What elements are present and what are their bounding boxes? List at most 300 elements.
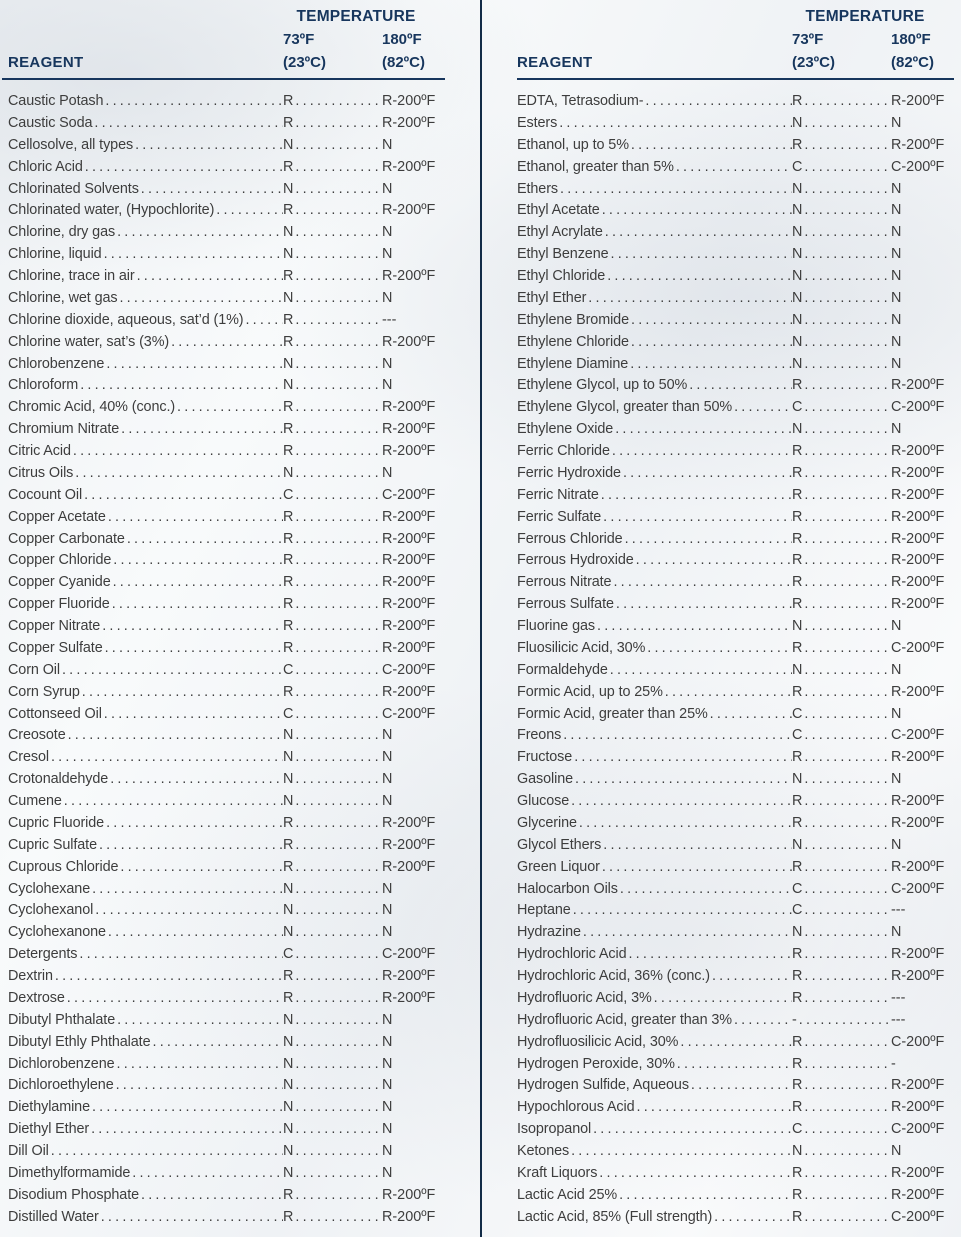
dot-leader xyxy=(802,222,891,244)
table-row xyxy=(8,91,445,113)
dot-leader xyxy=(243,310,283,332)
rating-73f: N xyxy=(283,1011,294,1028)
table-row xyxy=(517,638,954,660)
table-row xyxy=(8,660,445,682)
rating-180f: N xyxy=(891,268,902,284)
rating-73f: N xyxy=(283,1055,294,1072)
rating-73f-cell xyxy=(792,857,891,879)
table-row xyxy=(517,857,954,879)
rating-73f: N xyxy=(792,836,803,853)
dot-leader xyxy=(802,310,891,332)
reagent-name: Chlorine dioxide, aqueous, sat’d (1%) xyxy=(8,311,244,328)
rating-73f-cell xyxy=(283,244,382,266)
rating-73f: R xyxy=(283,333,294,350)
rating-180f: R-200ºF xyxy=(891,552,945,569)
reagent-name: Copper Sulfate xyxy=(8,639,103,656)
rating-180f: R-200ºF xyxy=(891,93,945,109)
dot-leader xyxy=(626,944,792,966)
reagent-name: Hypochlorous Acid xyxy=(517,1099,635,1116)
dot-leader xyxy=(293,157,382,179)
dot-leader xyxy=(97,835,283,857)
rating-73f-cell xyxy=(792,1207,891,1229)
reagent-name: Chlorine, dry gas xyxy=(8,224,116,241)
dot-leader xyxy=(293,244,382,266)
reagent-name: Detergents xyxy=(8,946,78,963)
rating-180f: R-200ºF xyxy=(382,618,436,634)
rating-73f: N xyxy=(283,289,294,306)
rating-73f-cell xyxy=(792,179,891,201)
rating-73f-cell xyxy=(283,529,382,551)
rating-73f: R xyxy=(792,552,803,569)
dot-leader xyxy=(601,507,792,529)
rating-73f: R xyxy=(283,1208,294,1225)
dot-leader xyxy=(595,616,792,638)
rating-73f: R xyxy=(792,814,803,831)
rating-180f: R-200ºF xyxy=(891,968,945,984)
rating-180f: N xyxy=(891,289,902,306)
rating-180f: R-200ºF xyxy=(891,486,945,503)
rating-73f: C xyxy=(792,399,803,416)
table-row xyxy=(8,1032,445,1054)
dot-leader xyxy=(802,1054,891,1076)
rating-180f: R-200ºF xyxy=(382,1208,436,1225)
dot-leader xyxy=(73,463,283,485)
table-row xyxy=(517,332,954,354)
rating-73f: R xyxy=(283,683,294,700)
table-row xyxy=(517,835,954,857)
rating-180f: N xyxy=(891,202,902,219)
dot-leader xyxy=(635,1097,793,1119)
rating-73f: N xyxy=(283,1033,294,1050)
table-row xyxy=(8,222,445,244)
dot-leader xyxy=(49,1141,283,1163)
rating-73f: R xyxy=(283,618,294,634)
dot-leader xyxy=(125,529,283,551)
table-row xyxy=(8,179,445,201)
table-row xyxy=(8,813,445,835)
table-row xyxy=(517,1075,954,1097)
table-row xyxy=(8,135,445,157)
dot-leader xyxy=(293,988,382,1010)
table-row xyxy=(517,354,954,376)
table-row xyxy=(8,572,445,594)
dot-leader xyxy=(139,179,283,201)
rating-73f-cell xyxy=(283,857,382,879)
dot-leader xyxy=(293,135,382,157)
reagent-name: Dibutyl Phthalate xyxy=(8,1011,116,1028)
reagent-name: Fructose xyxy=(517,749,573,766)
reagent-name: Ferrous Hydroxide xyxy=(517,552,634,569)
rating-73f-cell xyxy=(792,966,891,988)
temp-73f-heading: 73ºF xyxy=(792,31,824,48)
dot-leader xyxy=(293,966,382,988)
rating-73f-cell xyxy=(792,288,891,310)
dot-leader xyxy=(293,638,382,660)
rating-73f: N xyxy=(283,880,294,897)
reagent-name: Hydrochloric Acid, 36% (conc.) xyxy=(517,968,710,984)
rating-73f-cell xyxy=(792,1032,891,1054)
rating-180f: R-200ºF xyxy=(891,596,945,613)
temp-73f-heading: 73ºF xyxy=(283,31,315,48)
table-row xyxy=(517,485,954,507)
dot-leader xyxy=(600,200,792,222)
rating-73f: N xyxy=(283,136,294,153)
rating-180f: R-200ºF xyxy=(891,946,945,963)
dot-leader xyxy=(605,266,792,288)
table-row xyxy=(517,682,954,704)
dot-leader xyxy=(293,441,382,463)
dot-leader xyxy=(293,879,382,901)
table-row xyxy=(517,1054,954,1076)
rating-73f-cell xyxy=(283,1207,382,1229)
dot-leader xyxy=(77,944,283,966)
dot-leader xyxy=(797,1010,891,1032)
reagent-name: Ethylene Diamine xyxy=(517,355,629,372)
rating-73f: R xyxy=(283,836,294,853)
rating-180f: N xyxy=(891,355,902,372)
dot-leader xyxy=(71,441,283,463)
dot-leader xyxy=(293,791,382,813)
dot-leader xyxy=(802,791,891,813)
dot-leader xyxy=(675,1054,792,1076)
rating-73f-cell xyxy=(283,704,382,726)
table-row xyxy=(517,529,954,551)
reagent-name: Cellosolve, all types xyxy=(8,136,134,153)
rating-73f-cell xyxy=(792,397,891,419)
rating-73f-cell xyxy=(792,441,891,463)
reagent-name: Formaldehyde xyxy=(517,661,608,678)
rating-73f-cell xyxy=(792,1185,891,1207)
dot-leader xyxy=(802,266,891,288)
rating-73f-cell xyxy=(792,1097,891,1119)
rating-73f-cell xyxy=(283,397,382,419)
rating-180f: R-200ºF xyxy=(382,114,436,131)
rating-180f: R-200ºF xyxy=(382,574,436,591)
table-row xyxy=(8,310,445,332)
dot-leader xyxy=(674,157,792,179)
rating-180f: R-200ºF xyxy=(891,1077,945,1094)
table-row xyxy=(8,857,445,879)
rating-180f: N xyxy=(891,661,902,678)
dot-leader xyxy=(214,200,283,222)
reagent-name: Chloric Acid xyxy=(8,158,83,175)
rating-180f: R-200ºF xyxy=(382,158,436,175)
rating-180f: C-200ºF xyxy=(891,727,945,744)
rating-73f: N xyxy=(792,355,803,372)
dot-leader xyxy=(106,507,283,529)
rating-180f: N xyxy=(891,421,902,438)
rating-73f-cell xyxy=(283,835,382,857)
rating-73f-cell xyxy=(283,222,382,244)
dot-leader xyxy=(293,1163,382,1185)
dot-leader xyxy=(93,900,283,922)
dot-leader xyxy=(628,354,792,376)
reagent-name: Ethanol, up to 5% xyxy=(517,136,629,153)
dot-leader xyxy=(710,966,792,988)
reagent-name: Glycerine xyxy=(517,814,577,831)
dot-leader xyxy=(601,835,792,857)
dot-leader xyxy=(293,704,382,726)
dot-leader xyxy=(591,1119,792,1141)
rating-73f: N xyxy=(792,202,803,219)
table-row xyxy=(8,682,445,704)
rating-180f: --- xyxy=(891,1011,906,1028)
reagent-name: Ethanol, greater than 5% xyxy=(517,158,674,175)
rating-180f: N xyxy=(891,224,902,241)
rating-73f: R xyxy=(792,793,803,809)
rating-180f: R-200ºF xyxy=(382,399,436,416)
reagent-name: Crotonaldehyde xyxy=(8,771,109,788)
dot-leader xyxy=(293,813,382,835)
reagent-name: Copper Chloride xyxy=(8,552,112,569)
dot-leader xyxy=(802,988,891,1010)
rating-73f: N xyxy=(792,224,803,241)
dot-leader xyxy=(643,91,792,113)
rating-73f: N xyxy=(283,1077,294,1094)
rating-180f: N xyxy=(891,333,902,350)
dot-leader xyxy=(108,769,283,791)
rating-180f: N xyxy=(891,618,902,634)
rating-73f-cell xyxy=(283,791,382,813)
dot-leader xyxy=(569,1141,792,1163)
reagent-name: Hydrogen Peroxide, 30% xyxy=(517,1055,675,1072)
reagent-heading: REAGENT xyxy=(517,54,593,71)
rating-180f: C-200ºF xyxy=(891,1121,945,1138)
dot-leader xyxy=(573,769,792,791)
rating-180f: R-200ºF xyxy=(891,508,945,525)
dot-leader xyxy=(104,813,283,835)
rating-180f: N xyxy=(382,1099,393,1116)
rating-73f: R xyxy=(792,464,803,481)
dot-leader xyxy=(599,485,792,507)
rating-180f: N xyxy=(382,1055,393,1072)
rating-180f: N xyxy=(382,1164,393,1181)
rating-73f: R xyxy=(283,268,294,284)
rating-73f: R xyxy=(283,596,294,613)
dot-leader xyxy=(111,572,283,594)
rating-73f-cell xyxy=(283,922,382,944)
dot-leader xyxy=(629,332,792,354)
rating-73f: R xyxy=(792,136,803,153)
reagent-name: Lactic Acid, 85% (Full strength) xyxy=(517,1208,713,1225)
dot-leader xyxy=(293,419,382,441)
rating-180f: R-200ºF xyxy=(382,1186,436,1203)
table-row xyxy=(517,1185,954,1207)
rating-73f-cell xyxy=(792,485,891,507)
rating-73f-cell xyxy=(792,266,891,288)
table-row xyxy=(517,616,954,638)
rating-73f-cell xyxy=(792,419,891,441)
rating-180f: R-200ºF xyxy=(382,968,436,984)
rating-73f: N xyxy=(283,355,294,372)
reagent-name: Disodium Phosphate xyxy=(8,1186,139,1203)
dot-leader xyxy=(689,1075,792,1097)
rating-180f: N xyxy=(382,749,393,766)
rating-180f: C-200ºF xyxy=(891,1033,945,1050)
rating-73f-cell xyxy=(792,200,891,222)
table-row xyxy=(517,572,954,594)
dot-leader xyxy=(802,354,891,376)
table-row xyxy=(8,1119,445,1141)
table-row xyxy=(517,244,954,266)
rating-180f: N xyxy=(382,1011,393,1028)
reagent-name: Hydrochloric Acid xyxy=(517,946,627,963)
reagent-table-left xyxy=(8,0,445,1225)
rating-73f-cell xyxy=(792,1054,891,1076)
reagent-name: Kraft Liquors xyxy=(517,1164,598,1181)
reagent-name: Caustic Potash xyxy=(8,93,104,109)
dot-leader xyxy=(293,397,382,419)
header-rule xyxy=(517,78,954,80)
rating-73f: N xyxy=(283,1099,294,1116)
reagent-name: Glycol Ethers xyxy=(517,836,602,853)
rating-73f-cell xyxy=(283,966,382,988)
dot-leader xyxy=(802,157,891,179)
rating-180f: R-200ºF xyxy=(382,552,436,569)
dot-leader xyxy=(293,682,382,704)
reagent-name: Dichloroethylene xyxy=(8,1077,114,1094)
dot-leader xyxy=(293,529,382,551)
rating-180f: R-200ºF xyxy=(382,858,436,875)
table-row xyxy=(517,200,954,222)
dot-leader xyxy=(169,332,283,354)
dot-leader xyxy=(572,747,792,769)
rating-180f: R-200ºF xyxy=(891,814,945,831)
rating-73f: N xyxy=(283,1143,294,1159)
rating-73f: N xyxy=(792,924,803,941)
reagent-name: Cupric Fluoride xyxy=(8,814,105,831)
dot-leader xyxy=(634,550,792,572)
rating-73f-cell xyxy=(283,747,382,769)
rating-73f-cell xyxy=(792,1010,891,1032)
table-row xyxy=(8,485,445,507)
table-row xyxy=(8,288,445,310)
rating-73f-cell xyxy=(283,310,382,332)
reagent-name: Diethylamine xyxy=(8,1099,90,1116)
reagent-name: Dextrin xyxy=(8,968,53,984)
dot-leader xyxy=(629,135,792,157)
dot-leader xyxy=(135,266,283,288)
rating-73f-cell xyxy=(283,725,382,747)
table-row xyxy=(517,1141,954,1163)
reagent-name: EDTA, Tetrasodium- xyxy=(517,93,644,109)
reagent-name: Formic Acid, greater than 25% xyxy=(517,705,708,722)
rating-180f: R-200ºF xyxy=(891,136,945,153)
rating-73f-cell xyxy=(283,572,382,594)
dot-leader xyxy=(90,1097,283,1119)
dot-leader xyxy=(802,835,891,857)
rating-73f-cell xyxy=(283,1163,382,1185)
table-row xyxy=(8,791,445,813)
table-row xyxy=(8,507,445,529)
rating-73f-cell xyxy=(283,157,382,179)
table-row xyxy=(517,879,954,901)
rating-180f: --- xyxy=(891,989,906,1006)
rating-180f: R-200ºF xyxy=(382,639,436,656)
rating-180f: R-200ºF xyxy=(382,508,436,525)
dot-leader xyxy=(118,857,283,879)
rating-73f-cell xyxy=(283,1032,382,1054)
reagent-name: Citric Acid xyxy=(8,443,71,459)
rating-180f: N xyxy=(382,246,393,263)
rating-73f-cell xyxy=(792,725,891,747)
header-rule xyxy=(2,78,445,80)
reagent-name: Copper Nitrate xyxy=(8,618,101,634)
rating-73f: N xyxy=(283,924,294,941)
table-row xyxy=(8,835,445,857)
dot-leader xyxy=(82,485,283,507)
reagent-name: Chromium Nitrate xyxy=(8,421,120,438)
dot-leader xyxy=(293,179,382,201)
rating-180f: R-200ºF xyxy=(382,93,436,109)
dot-leader xyxy=(802,244,891,266)
table-row xyxy=(517,441,954,463)
reagent-name: Dextrose xyxy=(8,989,65,1006)
table-row xyxy=(517,900,954,922)
dot-leader xyxy=(117,288,283,310)
rating-73f-cell xyxy=(792,1119,891,1141)
rating-73f: N xyxy=(283,902,294,919)
table-row xyxy=(8,1054,445,1076)
rating-73f: R xyxy=(283,443,294,459)
table-row xyxy=(517,310,954,332)
rating-180f: N xyxy=(382,224,393,241)
table-row xyxy=(517,747,954,769)
rating-73f: R xyxy=(792,1164,803,1181)
dot-leader xyxy=(802,966,891,988)
rating-73f: R xyxy=(792,1055,803,1072)
rating-180f: R-200ºF xyxy=(891,530,945,547)
rating-73f-cell xyxy=(792,682,891,704)
dot-leader xyxy=(613,419,792,441)
rating-73f: R xyxy=(283,508,294,525)
reagent-name: Heptane xyxy=(517,902,571,919)
rating-73f: N xyxy=(283,180,294,197)
reagent-name: Ferrous Nitrate xyxy=(517,574,612,591)
dot-leader xyxy=(175,397,283,419)
reagent-name: Diethyl Ether xyxy=(8,1121,90,1138)
rating-73f: R xyxy=(792,1077,803,1094)
table-header-right xyxy=(517,0,954,92)
dot-leader xyxy=(115,1010,283,1032)
rating-73f-cell xyxy=(283,135,382,157)
rating-73f: R xyxy=(792,443,803,459)
dot-leader xyxy=(621,463,792,485)
rating-180f: N xyxy=(382,136,393,153)
dot-leader xyxy=(802,463,891,485)
rating-180f: N xyxy=(382,771,393,788)
reagent-name: Ferric Chloride xyxy=(517,443,610,459)
rating-73f-cell xyxy=(283,660,382,682)
rating-73f: N xyxy=(792,661,803,678)
reagent-name: Ethyl Acetate xyxy=(517,202,600,219)
dot-leader xyxy=(802,1032,891,1054)
reagent-name: Fluosilicic Acid, 30% xyxy=(517,639,646,656)
reagent-name: Halocarbon Oils xyxy=(517,880,618,897)
dot-leader xyxy=(49,747,283,769)
rating-73f: N xyxy=(283,464,294,481)
dot-leader xyxy=(802,332,891,354)
rating-73f: R xyxy=(792,1208,803,1225)
dot-leader xyxy=(597,1163,792,1185)
rating-73f-cell xyxy=(792,660,891,682)
rating-73f: N xyxy=(792,1143,803,1159)
dot-leader xyxy=(611,572,792,594)
dot-leader xyxy=(802,1207,891,1229)
dot-leader xyxy=(802,1141,891,1163)
dot-leader xyxy=(293,725,382,747)
rating-73f-cell xyxy=(283,113,382,135)
